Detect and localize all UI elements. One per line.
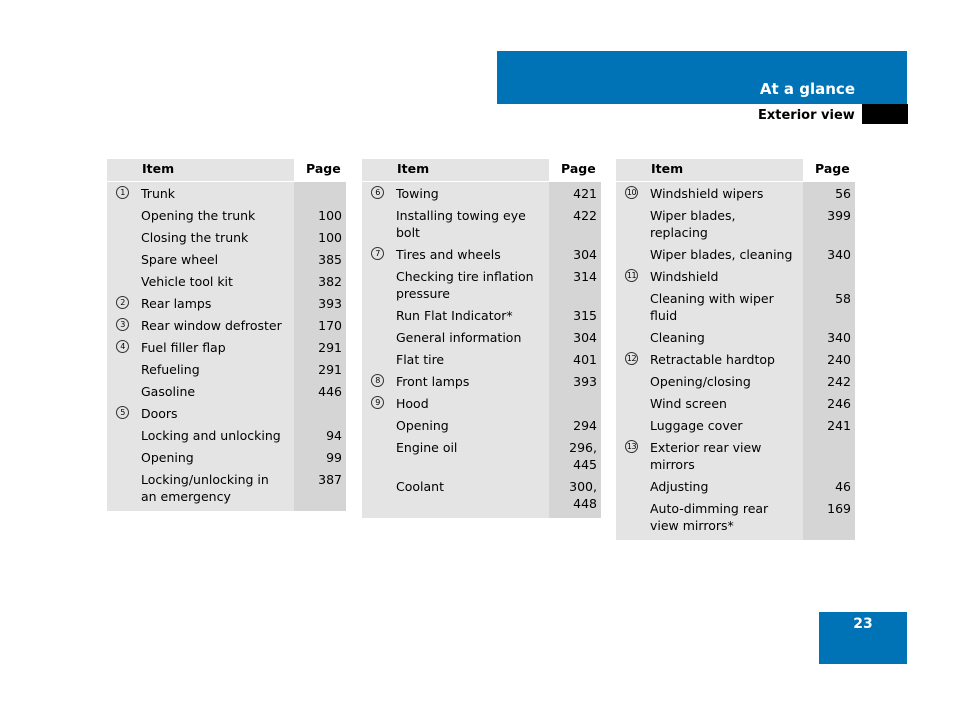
item-label: Wind screen: [647, 392, 803, 414]
header-item: Item: [138, 159, 294, 182]
page-reference: 340: [803, 243, 855, 265]
item-number-badge: 6: [371, 186, 384, 199]
item-number-cell: [616, 182, 647, 205]
item-label: Checking tire inflation pressure: [393, 265, 549, 304]
section-title: At a glance: [759, 80, 855, 98]
item-number-badge: 3: [116, 318, 129, 331]
item-label: Auto-dimming rear view mirrors*: [647, 497, 803, 540]
item-label: Closing the trunk: [138, 226, 294, 248]
item-number-cell: [362, 182, 393, 205]
section-subtitle: Exterior view: [758, 108, 855, 123]
page-reference: 170: [294, 314, 346, 336]
item-number-cell: [107, 358, 138, 380]
item-number-cell: [107, 468, 138, 511]
item-number-cell: [616, 243, 647, 265]
item-number-badge: 8: [371, 374, 384, 387]
table-row: [107, 204, 346, 226]
table-row: [362, 414, 601, 436]
item-number-cell: [107, 380, 138, 402]
table-row: [362, 326, 601, 348]
item-number-cell: [362, 392, 393, 414]
page-reference: 58: [803, 287, 855, 326]
item-number-cell: [107, 226, 138, 248]
item-label: Retractable hardtop: [647, 348, 803, 370]
item-number-cell: [616, 265, 647, 287]
table-row: [107, 380, 346, 402]
page-reference: 240: [803, 348, 855, 370]
page-reference: 314: [549, 265, 601, 304]
item-label: Rear window defroster: [138, 314, 294, 336]
item-number-cell: [362, 265, 393, 304]
page-reference: 304: [549, 243, 601, 265]
item-number-badge: 11: [626, 271, 637, 280]
item-number-cell: [107, 182, 138, 205]
table-row: [107, 446, 346, 468]
item-label: Locking/unlocking in an emergency: [138, 468, 294, 511]
item-number-cell: [362, 326, 393, 348]
table-row: [616, 497, 855, 540]
item-number-cell: [107, 270, 138, 292]
table-row: [616, 348, 855, 370]
item-label: Doors: [138, 402, 294, 424]
item-number-cell: [616, 497, 647, 540]
item-label: Vehicle tool kit: [138, 270, 294, 292]
item-number-badge: 12: [626, 354, 637, 363]
item-number-badge: 1: [116, 186, 129, 199]
header-page: Page: [294, 159, 346, 182]
item-number-badge: 7: [371, 247, 384, 260]
item-number-badge: 13: [626, 442, 637, 451]
table-row: [616, 326, 855, 348]
item-label: Refueling: [138, 358, 294, 380]
page-reference: [803, 265, 855, 287]
item-number-cell: [616, 414, 647, 436]
item-label: Gasoline: [138, 380, 294, 402]
item-number-cell: [107, 424, 138, 446]
page-reference: 100: [294, 226, 346, 248]
item-label: Opening: [393, 414, 549, 436]
item-number-cell: [362, 475, 393, 518]
item-number-cell: [362, 436, 393, 475]
item-label: Trunk: [138, 182, 294, 205]
header-num: [107, 159, 138, 182]
item-number-cell: [616, 348, 647, 370]
item-number-cell: [107, 204, 138, 226]
item-label: Wiper blades, replacing: [647, 204, 803, 243]
table-row: [616, 370, 855, 392]
page-reference: 446: [294, 380, 346, 402]
table-row: [616, 243, 855, 265]
page-reference: 56: [803, 182, 855, 205]
table-row: [616, 436, 855, 475]
page-reference: 401: [549, 348, 601, 370]
item-number-cell: [616, 475, 647, 497]
table-row: [107, 424, 346, 446]
item-label: Spare wheel: [138, 248, 294, 270]
table-row: [107, 402, 346, 424]
table-row: [362, 392, 601, 414]
table-row: [362, 243, 601, 265]
page-number-badge: [819, 612, 907, 664]
table-row: [362, 304, 601, 326]
page-reference: 246: [803, 392, 855, 414]
item-label: Adjusting: [647, 475, 803, 497]
subtitle-marker: [862, 104, 908, 124]
table-row: [362, 436, 601, 475]
table-row: [362, 265, 601, 304]
page-reference: 340: [803, 326, 855, 348]
table-row: [107, 358, 346, 380]
item-number-cell: [362, 204, 393, 243]
page-reference: 291: [294, 336, 346, 358]
table-row: [107, 270, 346, 292]
header-page: Page: [803, 159, 855, 182]
page-reference: 46: [803, 475, 855, 497]
item-label: General information: [393, 326, 549, 348]
item-number-cell: [107, 446, 138, 468]
item-label: Wiper blades, cleaning: [647, 243, 803, 265]
item-label: Windshield: [647, 265, 803, 287]
item-label: Run Flat Indicator*: [393, 304, 549, 326]
table-row: [107, 226, 346, 248]
header-band: [497, 51, 907, 104]
item-number-cell: [616, 326, 647, 348]
item-number-cell: [616, 287, 647, 326]
table-row: [362, 348, 601, 370]
item-number-cell: [362, 243, 393, 265]
table-row: [362, 475, 601, 518]
item-label: Exterior rear view mirrors: [647, 436, 803, 475]
page-reference: [803, 436, 855, 475]
item-number-cell: [107, 336, 138, 358]
item-label: Fuel filler flap: [138, 336, 294, 358]
table-row: [616, 475, 855, 497]
item-label: Locking and unlocking: [138, 424, 294, 446]
item-number-cell: [362, 304, 393, 326]
item-label: Tires and wheels: [393, 243, 549, 265]
table-row: [362, 204, 601, 243]
table-row: [107, 468, 346, 511]
page-number: 23: [853, 616, 873, 632]
item-label: Opening: [138, 446, 294, 468]
table-row: [616, 265, 855, 287]
page-reference: [549, 392, 601, 414]
item-label: Front lamps: [393, 370, 549, 392]
table-row: [362, 182, 601, 205]
item-label: Flat tire: [393, 348, 549, 370]
item-number-cell: [616, 370, 647, 392]
page-reference: 315: [549, 304, 601, 326]
item-number-badge: 4: [116, 340, 129, 353]
header-item: Item: [647, 159, 803, 182]
page-reference: 296, 445: [549, 436, 601, 475]
item-label: Towing: [393, 182, 549, 205]
index-table-1: [107, 159, 346, 511]
item-number-cell: [362, 348, 393, 370]
item-label: Cleaning with wiper fluid: [647, 287, 803, 326]
item-number-cell: [362, 370, 393, 392]
index-table-2: [362, 159, 601, 518]
page-reference: 393: [294, 292, 346, 314]
item-label: Windshield wipers: [647, 182, 803, 205]
item-label: Luggage cover: [647, 414, 803, 436]
item-label: Opening/closing: [647, 370, 803, 392]
table-row: [362, 370, 601, 392]
item-number-cell: [616, 392, 647, 414]
item-number-cell: [616, 204, 647, 243]
page-reference: 94: [294, 424, 346, 446]
table-row: [107, 182, 346, 205]
table-row: [616, 414, 855, 436]
page-reference: 382: [294, 270, 346, 292]
item-label: Installing towing eye bolt: [393, 204, 549, 243]
table-row: [616, 392, 855, 414]
table-row: [616, 287, 855, 326]
page-reference: 421: [549, 182, 601, 205]
item-label: Cleaning: [647, 326, 803, 348]
item-number-cell: [107, 402, 138, 424]
page-reference: 304: [549, 326, 601, 348]
item-number-badge: 5: [116, 406, 129, 419]
item-label: Coolant: [393, 475, 549, 518]
page-reference: 100: [294, 204, 346, 226]
page-reference: 399: [803, 204, 855, 243]
table-row: [107, 314, 346, 336]
item-label: Hood: [393, 392, 549, 414]
page-reference: 294: [549, 414, 601, 436]
page-reference: 241: [803, 414, 855, 436]
table-row: [616, 182, 855, 205]
table-row: [107, 292, 346, 314]
header-num: [362, 159, 393, 182]
page-reference: 387: [294, 468, 346, 511]
page-reference: 169: [803, 497, 855, 540]
item-number-cell: [616, 436, 647, 475]
item-label: Engine oil: [393, 436, 549, 475]
header-item: Item: [393, 159, 549, 182]
item-number-badge: 10: [626, 188, 637, 197]
page-reference: 300, 448: [549, 475, 601, 518]
item-number-cell: [362, 414, 393, 436]
page-reference: 393: [549, 370, 601, 392]
item-label: Rear lamps: [138, 292, 294, 314]
table-row: [616, 204, 855, 243]
table-row: [107, 248, 346, 270]
page-reference: [294, 182, 346, 205]
item-number-cell: [107, 292, 138, 314]
page-reference: 99: [294, 446, 346, 468]
page-reference: 385: [294, 248, 346, 270]
index-table-3: [616, 159, 855, 540]
item-number-cell: [107, 314, 138, 336]
page-reference: 422: [549, 204, 601, 243]
header-num: [616, 159, 647, 182]
item-label: Opening the trunk: [138, 204, 294, 226]
page-reference: [294, 402, 346, 424]
table-row: [107, 336, 346, 358]
page-reference: 291: [294, 358, 346, 380]
page-reference: 242: [803, 370, 855, 392]
header-page: Page: [549, 159, 601, 182]
item-number-badge: 2: [116, 296, 129, 309]
item-number-cell: [107, 248, 138, 270]
item-number-badge: 9: [371, 396, 384, 409]
